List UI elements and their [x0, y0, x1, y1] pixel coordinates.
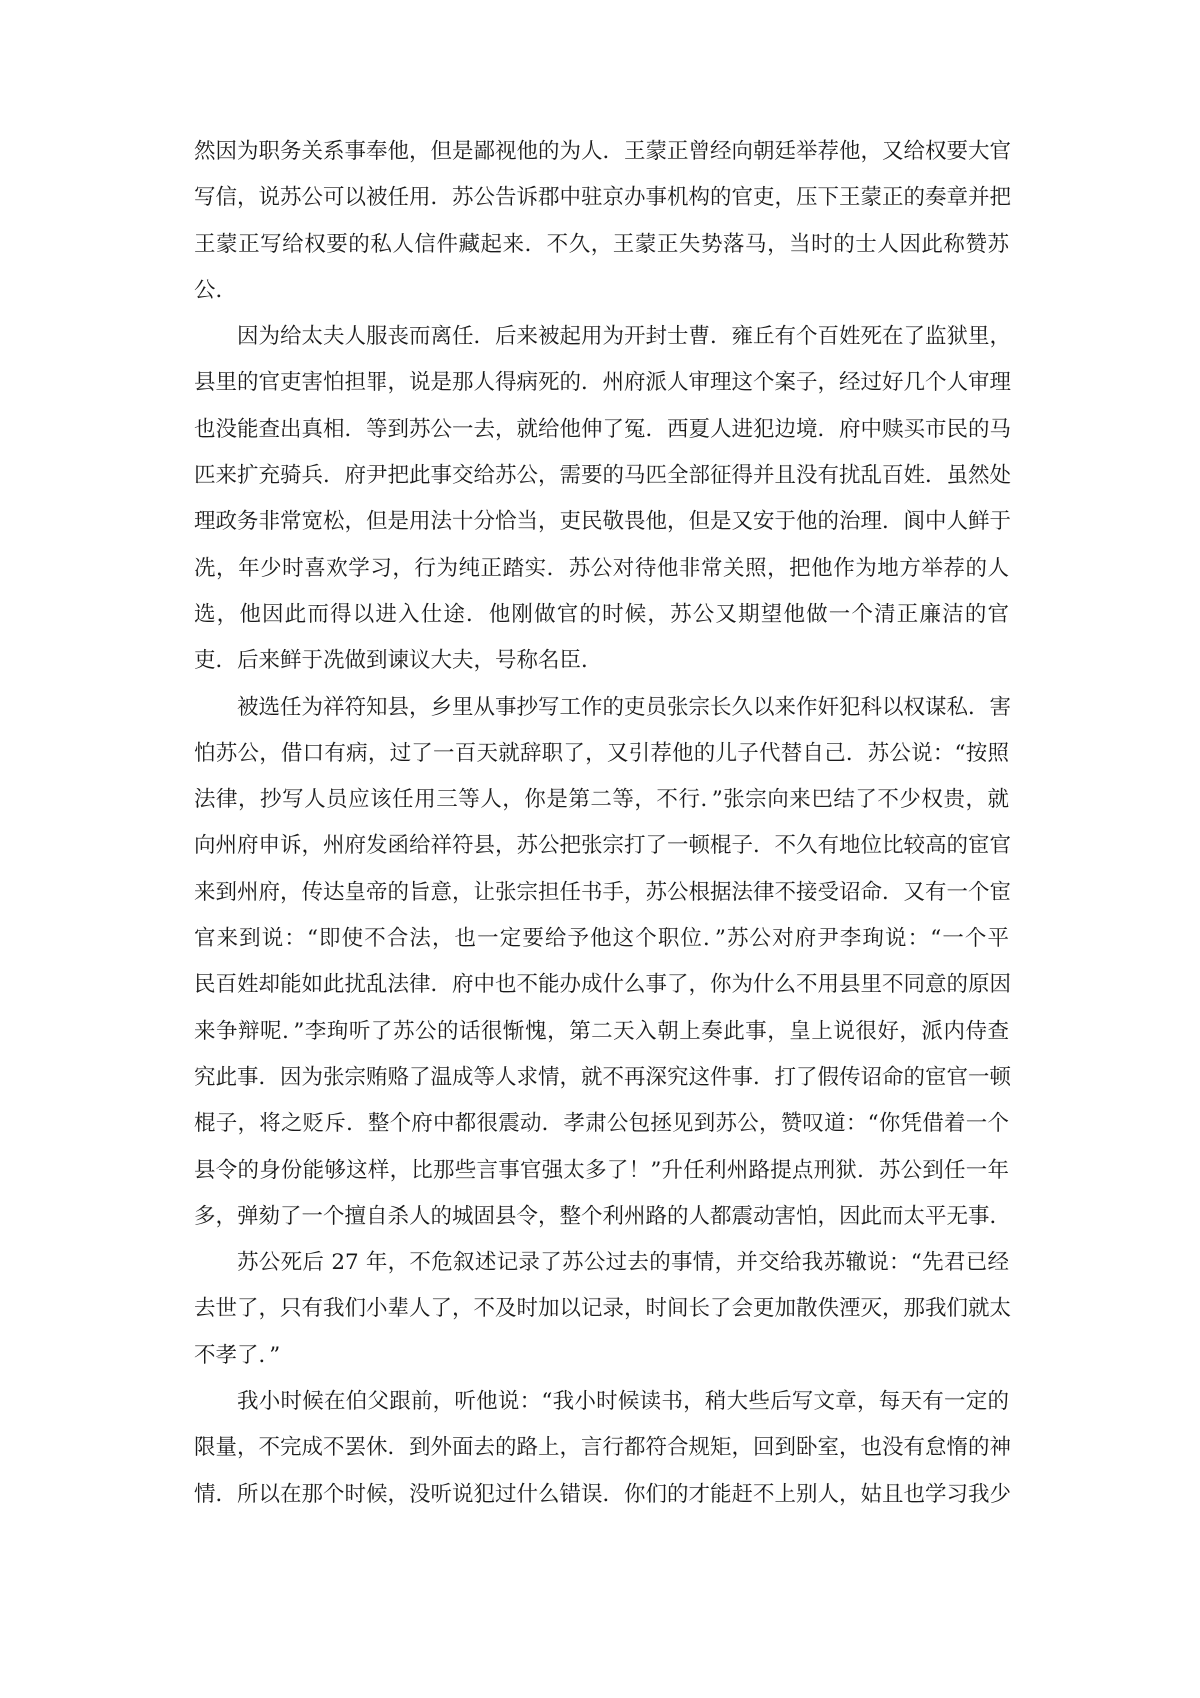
text-line: 选，他因此而得以进入仕途．他刚做官的时候，苏公又期望他做一个清正廉洁的官 — [194, 601, 1009, 627]
text-line: 向州府申诉，州府发函给祥符县，苏公把张宗打了一顿棍子．不久有地位比较高的宦官 — [194, 833, 1012, 859]
text-line: 究此事．因为张宗贿赂了温成等人求情，就不再深究这件事．打了假传诏命的宦官一顿 — [194, 1064, 1012, 1090]
text-line: 冼，年少时喜欢学习，行为纯正踏实．苏公对待他非常关照，把他作为地方举荐的人 — [194, 555, 1009, 581]
paragraph-4 — [194, 1240, 1012, 1379]
text-line: 我小时候在伯父跟前，听他说：“我小时候读书，稍大些后写文章，每天有一定的 — [237, 1389, 1009, 1415]
text-line: 吏．后来鲜于冼做到谏议大夫，号称名臣． — [194, 648, 603, 674]
text-line: 去世了，只有我们小辈人了，不及时加以记录，时间长了会更加散佚湮灭，那我们就太 — [194, 1296, 1012, 1322]
text-line: 因为给太夫人服丧而离任．后来被起用为开封士曹．雍丘有个百姓死在了监狱里， — [237, 324, 1012, 350]
text-line: 情．所以在那个时候，没听说犯过什么错误．你们的才能赶不上别人，姑且也学习我少 — [194, 1481, 1012, 1507]
text-line: 来到州府，传达皇帝的旨意，让张宗担任书手，苏公根据法律不接受诏命．又有一个宦 — [194, 879, 1012, 905]
paragraph-3 — [194, 685, 1012, 1241]
text-line: 匹来扩充骑兵．府尹把此事交给苏公，需要的马匹全部征得并且没有扰乱百姓．虽然处 — [194, 463, 1012, 489]
paragraph-1 — [194, 129, 1012, 314]
paragraph-2 — [194, 314, 1012, 684]
text-line: 来争辩呢．”李珣听了苏公的话很惭愧，第二天入朝上奏此事，皇上说很好，派内侍查 — [194, 1018, 1009, 1044]
text-line: 写信，说苏公可以被任用．苏公告诉郡中驻京办事机构的官吏，压下王蒙正的奏章并把 — [194, 185, 1012, 211]
text-line: 理政务非常宽松，但是用法十分恰当，吏民敬畏他，但是又安于他的治理．阆中人鲜于 — [194, 509, 1012, 535]
text-line: 然因为职务关系事奉他，但是鄙视他的为人．王蒙正曾经向朝廷举荐他，又给权要大官 — [194, 139, 1012, 164]
text-line: 也没能查出真相．等到苏公一去，就给他伸了冤．西夏人进犯边境．府中赎买市民的马 — [194, 416, 1012, 442]
text-line: 棍子，将之贬斥．整个府中都很震动．孝肃公包拯见到苏公，赞叹道：“你凭借着一个 — [194, 1111, 1009, 1137]
text-line: 县令的身份能够这样，比那些言事官强太多了！”升任利州路提点刑狱．苏公到任一年 — [194, 1157, 1009, 1183]
text-line: 限量，不完成不罢休．到外面去的路上，言行都符合规矩，回到卧室，也没有怠惰的神 — [194, 1435, 1012, 1461]
text-line: 多，弹劾了一个擅自杀人的城固县令，整个利州路的人都震动害怕，因此而太平无事． — [194, 1203, 1012, 1229]
document-body — [194, 129, 1012, 1518]
text-line: 不孝了．” — [194, 1342, 281, 1368]
text-line: 苏公死后 27 年，不危叙述记录了苏公过去的事情，并交给我苏辙说：“先君已经 — [237, 1250, 1009, 1276]
text-line: 被选任为祥符知县，乡里从事抄写工作的吏员张宗长久以来作奸犯科以权谋私．害 — [237, 694, 1012, 720]
text-line: 民百姓却能如此扰乱法律．府中也不能办成什么事了，你为什么不用县里不同意的原因 — [194, 972, 1012, 998]
paragraph-5 — [194, 1379, 1012, 1518]
text-line: 官来到说：“即使不合法，也一定要给予他这个职位．”苏公对府尹李珣说：“一个平 — [194, 926, 1009, 952]
text-line: 县里的官吏害怕担罪，说是那人得病死的．州府派人审理这个案子，经过好几个人审理 — [194, 370, 1012, 396]
text-line: 怕苏公，借口有病，过了一百天就辞职了，又引荐他的儿子代替自己．苏公说：“按照 — [194, 740, 1009, 766]
text-line: 法律，抄写人员应该任用三等人，你是第二等，不行．”张宗向来巴结了不少权贵，就 — [194, 787, 1009, 813]
text-line: 公． — [194, 277, 238, 303]
text-line: 王蒙正写给权要的私人信件藏起来．不久，王蒙正失势落马，当时的士人因此称赞苏 — [194, 231, 1009, 257]
